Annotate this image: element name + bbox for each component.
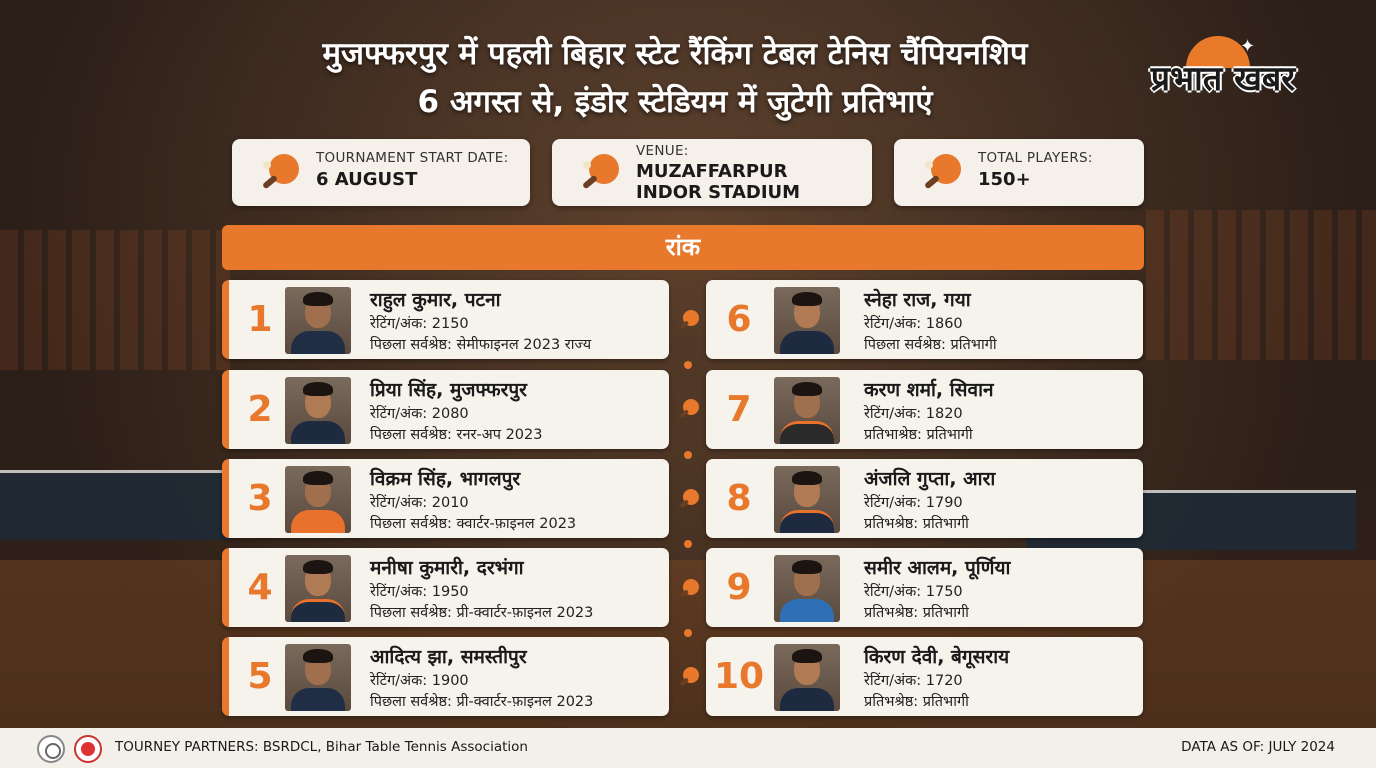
table-tennis-paddle-icon bbox=[578, 151, 622, 195]
footer bbox=[0, 728, 1376, 768]
player-rating: रेटिंग/अंक: 2080 bbox=[370, 406, 469, 422]
player-card-rank-3 bbox=[222, 459, 669, 538]
player-rating: रेटिंग/अंक: 1950 bbox=[370, 584, 469, 600]
table-tennis-paddle-icon bbox=[678, 666, 700, 688]
info-label: TOURNAMENT START DATE: bbox=[316, 150, 509, 166]
player-photo bbox=[774, 287, 840, 354]
player-card-rank-2 bbox=[222, 370, 669, 449]
rank-number: 5 bbox=[247, 656, 273, 697]
prabhat-khabar-logo bbox=[1128, 36, 1318, 98]
table-tennis-paddle-icon bbox=[678, 398, 700, 420]
player-card-rank-4 bbox=[222, 548, 669, 627]
rank-number: 2 bbox=[247, 389, 273, 430]
table-tennis-paddle-icon bbox=[678, 488, 700, 510]
player-name: अंजलि गुप्ता, आरा bbox=[864, 468, 996, 490]
player-previous-best: प्रतिभश्रेष्ठ: प्रतिभागी bbox=[864, 605, 969, 621]
title-line-1: मुजफ्फरपुर में पहली बिहार स्टेट रैंकिंग टेबल टेनिस चैंपियनशिप bbox=[322, 36, 1028, 72]
player-name: किरण देवी, बेगूसराय bbox=[864, 646, 1010, 668]
player-card-rank-1 bbox=[222, 280, 669, 359]
player-card-rank-10 bbox=[706, 637, 1143, 716]
player-name: विक्रम सिंह, भागलपुर bbox=[370, 468, 521, 490]
player-previous-best: पिछला सर्वश्रेष्ठ: प्रतिभागी bbox=[864, 337, 997, 353]
player-name: राहुल कुमार, पटना bbox=[370, 289, 501, 311]
player-rating: रेटिंग/अंक: 2010 bbox=[370, 495, 469, 511]
player-card-rank-7 bbox=[706, 370, 1143, 449]
page-title bbox=[200, 30, 1150, 126]
tourney-partners: TOURNEY PARTNERS: BSRDCL, Bihar Table Tennis Association bbox=[115, 739, 528, 755]
logo-bird-icon: ✦ bbox=[1240, 36, 1256, 57]
connector-dot bbox=[684, 361, 692, 369]
player-rating: रेटिंग/अंक: 1820 bbox=[864, 406, 963, 422]
logo-text: प्रभात खबर bbox=[1150, 59, 1296, 99]
info-value: MUZAFFARPUR INDOR STADIUM bbox=[636, 161, 801, 203]
player-photo bbox=[285, 466, 351, 533]
table-tennis-paddle-icon bbox=[678, 578, 700, 600]
player-previous-best: प्रतिभश्रेष्ठ: प्रतिभागी bbox=[864, 694, 969, 710]
rank-number: 6 bbox=[726, 299, 752, 340]
player-name: मनीषा कुमारी, दरभंगा bbox=[370, 557, 524, 579]
player-photo bbox=[774, 555, 840, 622]
rank-number: 4 bbox=[247, 567, 273, 608]
player-rating: रेटिंग/अंक: 1790 bbox=[864, 495, 963, 511]
player-previous-best: पिछला सर्वश्रेष्ठ: सेमीफाइनल 2023 राज्य bbox=[370, 337, 592, 353]
player-rating: रेटिंग/अंक: 1720 bbox=[864, 673, 963, 689]
rank-number: 7 bbox=[726, 389, 752, 430]
player-previous-best: पिछला सर्वश्रेष्ठ: प्री-क्वार्टर-फ़ाइनल 2023 bbox=[370, 605, 594, 621]
player-name: स्नेहा राज, गया bbox=[864, 289, 971, 311]
title-line-2: 6 अगस्त से, इंडोर स्टेडियम में जुटेगी प्रतिभाएं bbox=[417, 84, 933, 120]
info-label: VENUE: bbox=[636, 143, 689, 159]
info-card-start-date bbox=[232, 139, 530, 206]
table-tennis-paddle-icon bbox=[678, 309, 700, 331]
connector-dot bbox=[684, 540, 692, 548]
player-previous-best: प्रतिभश्रेष्ठ: प्रतिभागी bbox=[864, 516, 969, 532]
rank-number: 8 bbox=[726, 478, 752, 519]
rank-number: 1 bbox=[247, 299, 273, 340]
player-photo bbox=[285, 377, 351, 444]
player-name: आदित्य झा, समस्तीपुर bbox=[370, 646, 527, 668]
background-table-left bbox=[0, 470, 230, 540]
rank-number: 10 bbox=[714, 656, 765, 697]
connector-dot bbox=[684, 451, 692, 459]
player-card-rank-8 bbox=[706, 459, 1143, 538]
player-name: समीर आलम, पूर्णिया bbox=[864, 557, 1011, 579]
rank-number: 9 bbox=[726, 567, 752, 608]
player-previous-best: प्रतिभाश्रेष्ठ: प्रतिभागी bbox=[864, 427, 973, 443]
rank-heading: रांक bbox=[222, 225, 1144, 270]
player-photo bbox=[285, 287, 351, 354]
table-tennis-paddle-icon bbox=[258, 151, 302, 195]
player-previous-best: पिछला सर्वश्रेष्ठ: प्री-क्वार्टर-फ़ाइनल 2023 bbox=[370, 694, 594, 710]
data-as-of: DATA AS OF: JULY 2024 bbox=[1181, 739, 1335, 755]
player-photo bbox=[774, 644, 840, 711]
bsrdcl-emblem-icon bbox=[37, 735, 65, 763]
info-value: 6 AUGUST bbox=[316, 169, 418, 190]
info-card-total-players bbox=[894, 139, 1144, 206]
player-name: प्रिया सिंह, मुजफ्फरपुर bbox=[370, 379, 527, 401]
player-previous-best: पिछला सर्वश्रेष्ठ: क्वार्टर-फ़ाइनल 2023 bbox=[370, 516, 577, 532]
info-value: 150+ bbox=[978, 169, 1031, 190]
player-rating: रेटिंग/अंक: 1860 bbox=[864, 316, 963, 332]
info-card-venue bbox=[552, 139, 872, 206]
player-photo bbox=[285, 644, 351, 711]
player-card-rank-9 bbox=[706, 548, 1143, 627]
btta-emblem-icon bbox=[74, 735, 102, 763]
player-photo bbox=[774, 466, 840, 533]
connector-dot bbox=[684, 629, 692, 637]
player-photo bbox=[285, 555, 351, 622]
player-rating: रेटिंग/अंक: 2150 bbox=[370, 316, 469, 332]
player-name: करण शर्मा, सिवान bbox=[864, 379, 994, 401]
info-label: TOTAL PLAYERS: bbox=[978, 150, 1093, 166]
player-photo bbox=[774, 377, 840, 444]
player-rating: रेटिंग/अंक: 1750 bbox=[864, 584, 963, 600]
rank-number: 3 bbox=[247, 478, 273, 519]
player-rating: रेटिंग/अंक: 1900 bbox=[370, 673, 469, 689]
background-seats-right bbox=[1146, 210, 1376, 360]
background-seats-left bbox=[0, 230, 230, 370]
table-tennis-paddle-icon bbox=[920, 151, 964, 195]
player-previous-best: पिछला सर्वश्रेष्ठ: रनर-अप 2023 bbox=[370, 427, 543, 443]
player-card-rank-6 bbox=[706, 280, 1143, 359]
player-card-rank-5 bbox=[222, 637, 669, 716]
